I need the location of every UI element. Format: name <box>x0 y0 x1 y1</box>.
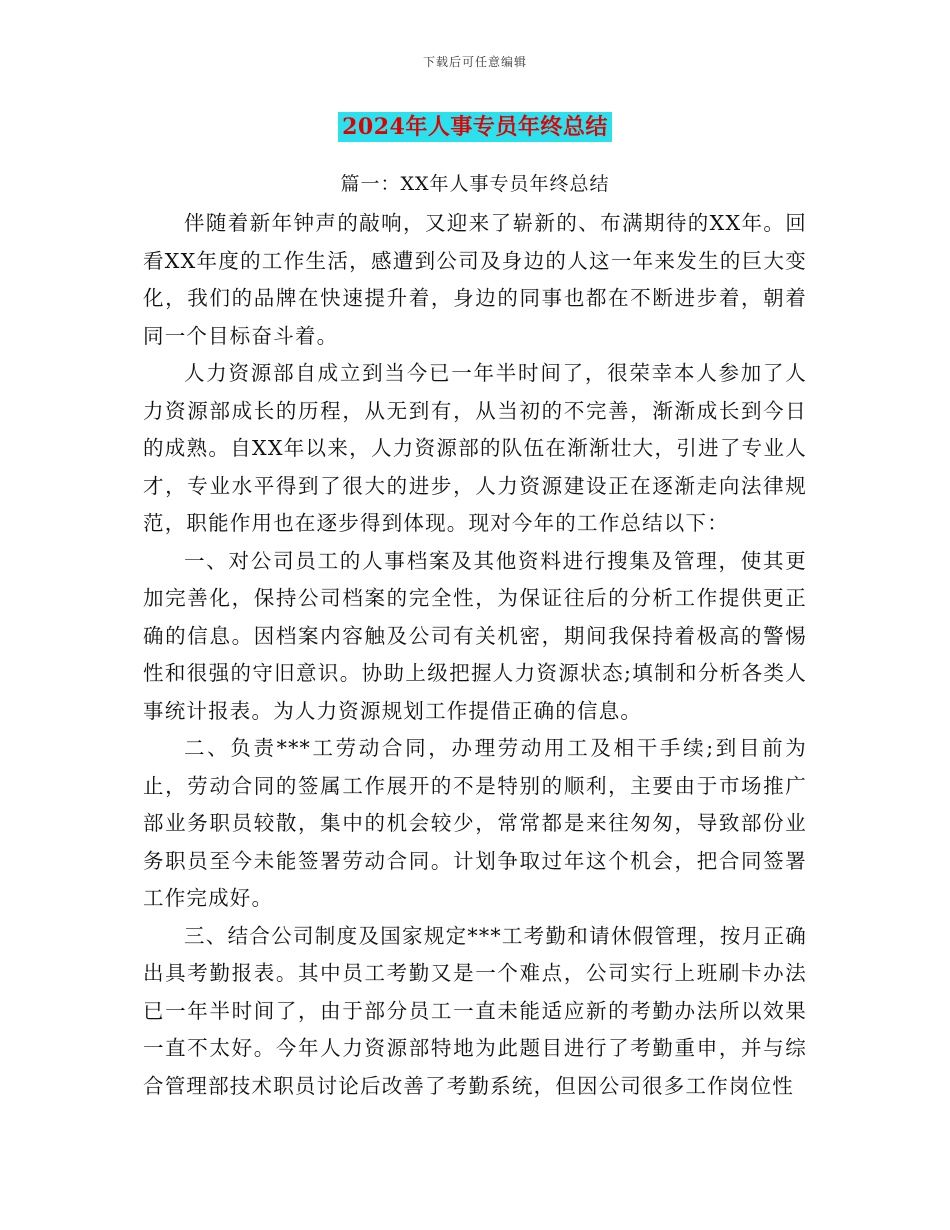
paragraph-item-3: 三、结合公司制度及国家规定***工考勤和请休假管理，按月正确出具考勤报表。其中员工考勤又是一个难点，公司实行上班刷卡办法已一年半时间了，由于部分员工一直未能适应新的考勤办法所以效果一直不太好。今年人力资源部特地为此题目进行了考勤重申，并与综合管理部技术职员讨论后改善了考勤系统，但因公司很多工作岗位性 <box>143 923 807 1098</box>
paragraph-item-1: 一、对公司员工的人事档案及其他资料进行搜集及管理，使其更加完善化，保持公司档案的完全性，为保证往后的分析工作提供更正确的信息。因档案内容触及公司有关机密，期间我保持着极高的警惕性和很强的守旧意识。协助上级把握人力资源状态;填制和分析各类人事统计报表。为人力资源规划工作提借正确的信息。 <box>143 548 807 723</box>
header-note: 下载后可任意编辑 <box>422 55 527 69</box>
title-container <box>0 112 950 142</box>
paragraph-intro: 伴随着新年钟声的敲响，又迎来了崭新的、布满期待的XX年。回看XX年度的工作生活，感遭到公司及身边的人这一年来发生的巨大变化，我们的品牌在快速提升着，身边的同事也都在不断进步着，朝着同一个目标奋斗着。 <box>143 211 807 348</box>
paragraph-department: 人力资源部自成立到当今已一年半时间了，很荣幸本人参加了人力资源部成长的历程，从无到有，从当初的不完善，渐渐成长到今日的成熟。自XX年以来，人力资源部的队伍在渐渐壮大，引进了专业人才，专业水平得到了很大的进步，人力资源建设正在逐渐走向法律规范，职能作用也在逐步得到体现。现对今年的工作总结以下： <box>143 361 807 535</box>
paragraph-item-2: 二、负责***工劳动合同，办理劳动用工及相干手续;到目前为止，劳动合同的签属工作展开的不是特别的顺利，主要由于市场推广部业务职员较散，集中的机会较少，常常都是来往匆匆，导致部份业务职员至今未能签署劳动合同。计划争取过年这个机会，把合同签署工作完成好。 <box>143 736 807 910</box>
document-body <box>143 205 807 1105</box>
document-subtitle: 篇一：XX年人事专员年终总结 <box>340 173 610 195</box>
document-title: 2024年人事专员年终总结 <box>338 112 612 142</box>
